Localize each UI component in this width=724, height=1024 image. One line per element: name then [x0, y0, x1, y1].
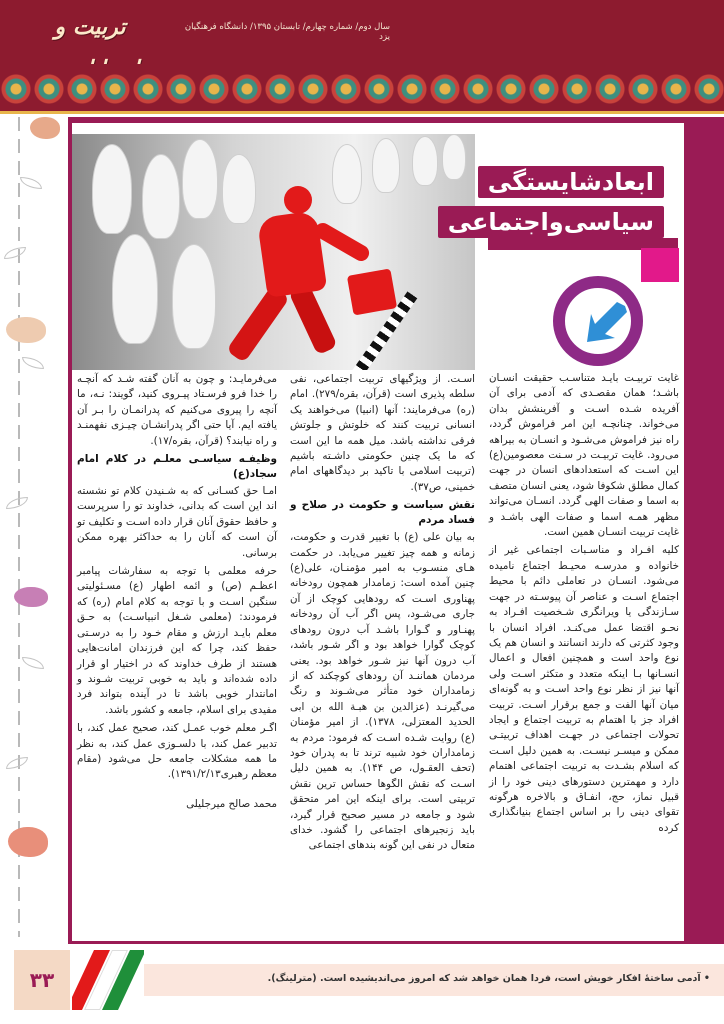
- paragraph: کلیه افـراد و مناسـبات اجتماعی غیر از خانواده و مدرسـه محیـط اجتماع نامیده می‌شود. انسـان در تعاملی دائم با محیط اجتماع اسـت و عناصر آن پیوسـته در جهت سـازندگی یا ویرانگری شـخصیت افـراد به نحـو اقتضا عمل می‌کنـد. افراد انسان با وجود کثرتی که دارند انسانند و انسان هم یک نوع واحد است و همچنین افعال و اعمال انسـانها بـا اینکه متعدد و متکثر اسـت ولی آنها نیز از نظر نوع واحد اسـت و به گونه‌ای میان آنها الفت و جمع برقرار اسـت. تربیت افراد جز با اهتمام به تربیت اجتماع و ایجاد تحولات اجتماعی در جهـت اهداف تربیتـی ممکن و میسـر نیسـت. به همین دلیل اسـت که اسلام بشـدت به تربیت اجتماعی اهتمام دارد و مهمترین دستورهای دینی خود را از قبیل نماز، حج، انفـاق و بالاخره هرگونه تقوای دینی را بر اساس اجتماع بنیانگذاری کرده: [489, 544, 679, 834]
- page-number: ۳۳: [29, 968, 55, 992]
- paragraph: می‌فرمایـد: و چون به آنان گفته شـد که آنچـه را خدا فرو فرسـتاد پیـروی کنید، گویند: نـه، ما آنچه را پیروی می‌کنیم که پدرانمـان را بـر آن یافته ایم. آیا حتی اگر پدرانشـان چیـزی نفهمنـد و راه نیابند؟ (قرآن، بقره/۱۷).: [77, 373, 277, 447]
- masthead: [0, 0, 724, 64]
- bird-icon: [8, 827, 48, 857]
- left-decoration: [0, 117, 68, 945]
- bird-icon: [14, 587, 48, 607]
- magazine-logo: تربیت و: [54, 14, 126, 40]
- vine-ornament: [18, 117, 20, 937]
- paragraph: اسـت. از ویژگیهای تربیت اجتماعی، نفی سلطه پذیری است (قرآن، بقره/۲۷۹). امام (ره) می‌فرمایند: آنها (انبیا) می‌خواهند یک انسانی تربیت کنند که خلوتش و جلوتش فرقی نداشته باشد. میل همه ما این است که ما یک چنین حکومتی داشـته باشیم (تربیت اسلامی با تاکید بر دیدگاههای امام خمینی، ص۳۷).: [290, 373, 476, 493]
- footer: [0, 944, 724, 1024]
- article-title-line1: ابعادشایستگی: [478, 166, 664, 198]
- leaf-icon: [22, 357, 44, 369]
- paragraph: حرفه معلمی با توجه به سفارشات پیامبر اعظـم (ص) و ائمه اطهار (ع) مسـئولیتی سنگین اسـت و با توجه به کلام امام (ره) که فرمودند: (معلمی شـغل انبیاسـت) به حـق معلم بایـد ارزش و مقام خـود را به درسـتی حفظ کند، چرا که این فرزندان امانت‌هایی هستند از طرف خداوند که در اختیار او قرار داده شده‌اند و باید به خوبی تربیت شـوند و امانتدار خوبی باشد تا در آینده بتواند فرد مفیدی برای اسلام، جامعه و کشور باشد.: [77, 565, 277, 716]
- leaf-icon: [20, 177, 42, 189]
- leaf-icon: [4, 247, 26, 259]
- article-title-line2: سیاسی‌واجتماعی: [438, 206, 664, 238]
- bird-icon: [30, 117, 60, 139]
- issue-line: سال دوم/ شماره چهارم/ تابستان ۱۳۹۵/ دانشگاه فرهنگیان یزد: [184, 22, 390, 42]
- accent-square: [641, 248, 679, 282]
- text-column-right: [489, 371, 679, 936]
- paragraph: اگـر معلم خوب عمـل کند، صحیح عمل کند، با تدبیر عمل کند، با دلسـوزی عمل کند، به نظر ما همه مشکلات جامعه حل می‌شود (مقام معظم رهبری۱۳۹۱/۲/۱۳).: [77, 722, 277, 781]
- briefcase-icon: [347, 268, 397, 315]
- footer-quote: • آدمی ساختهٔ افکار خویش است، فردا همان خواهد شد که امروز می‌اندیشیده است. (مترلینگ).: [144, 964, 724, 996]
- page-number-box: [14, 950, 70, 1010]
- leaf-icon: [6, 497, 28, 509]
- author-signature: محمد صالح میرجلیلی: [186, 797, 277, 810]
- frame-top: [68, 117, 724, 123]
- bird-icon: [6, 317, 46, 343]
- paragraph: به بیان علی (ع) با تغییر قدرت و حکومت، زمانه و همه چیز تغییر می‌یابد. در حکمت هـای منسـوب به امیر مؤمنـان، علی(ع) چنین آمده است: زمامدار همچون رودخانه پهناوری اسـت که رودهایی کوچک از آن جاری می‌شـود، پس اگر آب آن رودخانه پهنـاور و گـوارا باشـد آب درون رودهای کوچک گوارا خواهد بود و اگر شـور باشد، آب درون آنها نیز شـور خواهد بود. یعنی مردمان هماننـد آن رودهای کوچکند که از زمامداران خود متأثر می‌شـوند و رنگ می‌گیرنـد (عزالدین بن هبـة الله بن ابی الحدید المعتزلی، ۱۳۷۸). از امیر مؤمنان (ع) روایت شـده اسـت که فرمود: مردم به زمامداران خود شبیه ترند تا به پدران خود (تحف العقـول، ص ۱۴۴). به همین دلیل اسـت که نقش الگوها حساس ترین نقش تربیتی است. برای اینکه این امر متحقق شود و جامعه در مسیر صحیح قرار گیرد، باید زنجیرهای اجتماعی را گشود. خدای متعال در نفی این گونه بندهای اجتماعی: [290, 531, 476, 852]
- section-heading: وظیفـه سیاسـی معلـم در کلام امام سجاد(ع): [77, 453, 277, 481]
- runner-figure: [284, 186, 312, 214]
- paragraph: غایت تربیـت بایـد متناسـب حقیقت انسـان باشـد؛ همان مقصـدی که آدمی برای آن آفریده شـده اسـت و آفرینشش بدان می‌خواند. چنانچـه این امر فراموش گردد، راه نیز فراموش می‌شـود و انسـان به بیراهه می‌رود. غایت تربیـت در سـنت معصومین(ع) این اسـت که استعدادهای انسان در جهت کمال مطلق شکوفا شود، یعنی انسان متصف به اسما و صفات الهی گردد. انسـان می‌تواند مظهر همـه اسما و صفات الهی باشـد و غایت تربیت انسـان همین است.: [489, 372, 679, 539]
- leaf-icon: [22, 657, 44, 669]
- arrow-icon: [587, 302, 627, 342]
- leaf-icon: [6, 757, 28, 769]
- paragraph: امـا حق کسـانی که به شـنیدن کلام تو نشسته اند این است که بدانی، خداوند تو را سرپرست و حافظ حقوق آنان قرار داده اسـت و تکلیف تو آن است که آنان را به حداکثر بهره ممکن برسانی.: [77, 485, 277, 559]
- ornament-band: [0, 64, 724, 114]
- frame-right: [684, 117, 724, 945]
- text-column-middle: [290, 372, 475, 937]
- section-heading: نقش سیاست و حکومت در صلاح و فساد مردم: [290, 499, 475, 527]
- article-photo: [72, 134, 475, 370]
- flag-stripes: [72, 950, 144, 1010]
- text-column-left: [77, 372, 277, 932]
- arrow-badge: [553, 276, 643, 366]
- title-block: [447, 140, 678, 250]
